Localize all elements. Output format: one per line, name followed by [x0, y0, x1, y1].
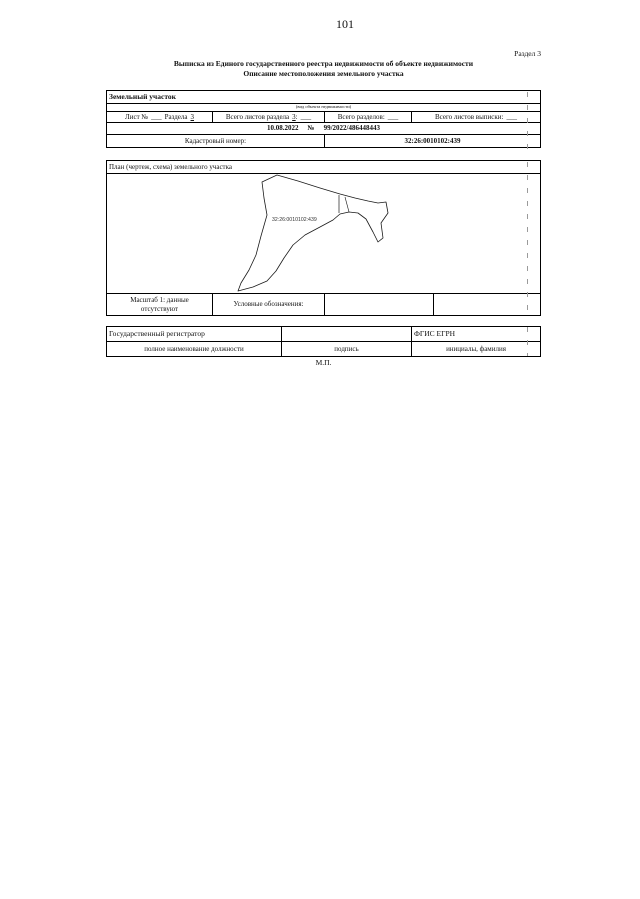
- sheet-label: Лист №: [124, 112, 149, 121]
- plan-drawing-row: [107, 173, 540, 293]
- section-sheets-blank: ___: [300, 112, 312, 121]
- total-sheets-value: ___: [506, 112, 517, 121]
- section-sheets-label: Всего листов раздела: [225, 112, 290, 121]
- document-subtitle: Описание местоположения земельного участка: [243, 69, 404, 78]
- parcel-inner-boundary-notch: [345, 197, 349, 212]
- legend-cell-empty: [324, 294, 433, 315]
- stamp-label: М.П.: [315, 358, 332, 367]
- section-sheets-value: 3: [292, 112, 296, 121]
- scale-cell: [107, 294, 212, 315]
- cadastral-number: 32:26:0010102:439: [324, 135, 540, 147]
- parcel-cadastral-label: 32:26:0010102:439: [272, 217, 317, 223]
- cadastral-row: [107, 134, 540, 147]
- sheet-info-row: [107, 111, 540, 122]
- plan-title-row: [107, 161, 540, 173]
- total-sections-value: ___: [387, 112, 399, 121]
- cadastral-label: Кадастровый номер:: [184, 136, 247, 145]
- plan-footer-row: [107, 293, 540, 315]
- object-type-caption: (вид объекта недвижимости): [295, 104, 352, 110]
- signature-captions-row: [107, 341, 540, 356]
- plan-table: [106, 160, 541, 316]
- section-label: Раздел 3: [514, 49, 541, 58]
- object-type: Земельный участок: [109, 92, 176, 102]
- extract-number-sign: №: [307, 124, 315, 132]
- section-sheets-suffix: :: [295, 112, 298, 121]
- scale-label: Масштаб 1: данные отсутствуют: [130, 295, 189, 313]
- plan-title: План (чертеж, схема) земельного участка: [109, 162, 233, 171]
- total-sections-label: Всего разделов:: [337, 112, 385, 121]
- document-title: Выписка из Единого государственного реестра недвижимости об объекте недвижимости: [173, 59, 474, 68]
- section-sheets-cell: [212, 112, 324, 122]
- plan-drawing-area: [107, 174, 540, 293]
- page-number: 101: [336, 17, 354, 31]
- legend-cell-empty-2: [433, 294, 540, 315]
- registrar-position: Государственный регистратор: [109, 329, 205, 339]
- parcel-boundary: [238, 175, 388, 291]
- section-of-sheet-value: 3: [190, 112, 194, 121]
- extract-number-row: [107, 122, 540, 134]
- dashed-guide-line: [527, 162, 528, 315]
- object-type-row: [107, 91, 540, 103]
- total-sections-cell: [324, 112, 411, 122]
- dashed-guide-line: [527, 327, 528, 356]
- sheet-value: ___: [151, 112, 162, 121]
- extract-number-cell: [107, 123, 540, 134]
- total-sheets-cell: [411, 112, 540, 122]
- section-of-sheet-label: Раздела: [164, 112, 188, 121]
- position-caption: полное наименование должности: [144, 344, 244, 353]
- signature-values-row: [107, 327, 540, 341]
- extract-number: 99/2022/486448443: [323, 124, 380, 132]
- dashed-guide-line: [527, 92, 528, 149]
- registrar-name: ФГИС ЕГРН: [411, 327, 540, 341]
- object-info-table: [106, 90, 541, 148]
- total-sheets-label: Всего листов выписки:: [435, 112, 504, 121]
- name-caption: инициалы, фамилия: [411, 342, 540, 356]
- document-header: [106, 59, 541, 79]
- legend-label: Условные обозначения:: [212, 294, 324, 315]
- object-type-caption-row: [107, 103, 540, 111]
- signature-field: [281, 327, 411, 341]
- sheet-number-cell: [107, 112, 212, 122]
- signature-caption: подпись: [281, 342, 411, 356]
- parcel-map: [107, 174, 540, 293]
- extract-date: 10.08.2022: [267, 124, 299, 132]
- signature-table: [106, 326, 541, 357]
